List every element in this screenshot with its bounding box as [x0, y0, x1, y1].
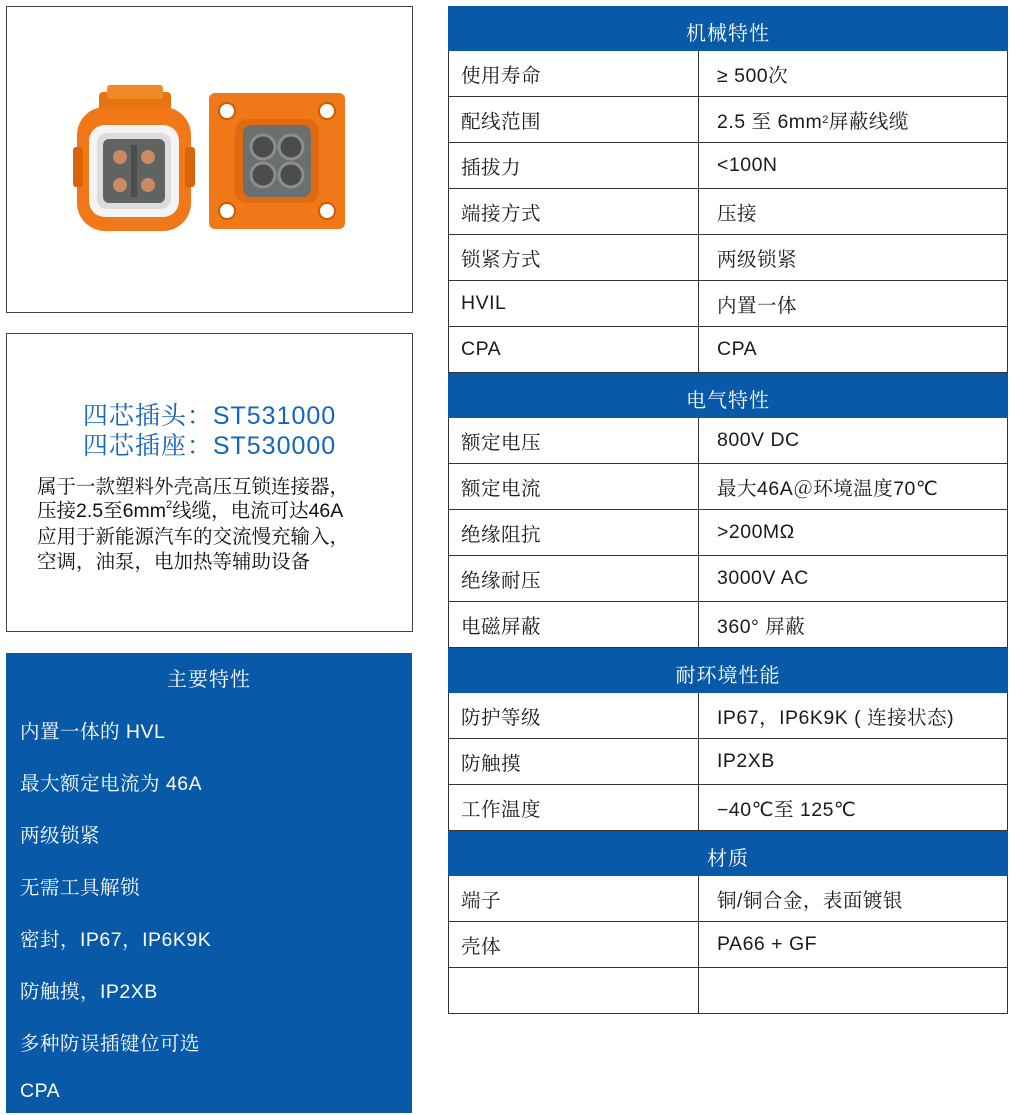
table-row: 绝缘耐压 3000V AC	[448, 556, 1008, 602]
table-row: 电磁屏蔽 360° 屏蔽	[448, 602, 1008, 648]
feature-item: 密封，IP67，IP6K9K	[20, 929, 212, 951]
table-row	[448, 968, 1008, 1014]
table-row: 额定电压 800V DC	[448, 418, 1008, 464]
description-line: 应用于新能源汽车的交流慢充输入，	[37, 526, 350, 548]
table-row: 端接方式 压接	[448, 189, 1008, 235]
table-row: 防触摸 IP2XB	[448, 739, 1008, 785]
feature-item: 防触摸，IP2XB	[20, 981, 158, 1003]
feature-item: 最大额定电流为 46A	[20, 773, 203, 795]
main-features-panel	[6, 653, 412, 1113]
table-row: 绝缘阻抗 >200MΩ	[448, 510, 1008, 556]
section-header-electrical: 电气特性	[448, 373, 1008, 418]
table-row: 防护等级 IP67，IP6K9K ( 连接状态)	[448, 693, 1008, 739]
product-photo-panel	[6, 6, 413, 313]
description-line: 属于一款塑料外壳高压互锁连接器，	[37, 476, 350, 498]
connector-image	[7, 7, 412, 312]
table-row: 使用寿命 ≥ 500次	[448, 51, 1008, 97]
table-row: 工作温度 −40℃至 125℃	[448, 785, 1008, 831]
description-line: 空调，油泵，电加热等辅助设备	[37, 551, 311, 573]
feature-item: CPA	[20, 1080, 61, 1102]
plug-connector-image	[73, 85, 195, 231]
plug-model-number: 四芯插头：ST531000	[82, 402, 337, 430]
section-header-environmental: 耐环境性能	[448, 648, 1008, 693]
feature-item: 无需工具解锁	[20, 877, 141, 899]
section-header-material: 材质	[448, 831, 1008, 876]
table-row: 插拔力 <100N	[448, 143, 1008, 189]
feature-item: 多种防误插键位可选	[20, 1033, 201, 1055]
socket-connector-image	[209, 93, 345, 229]
feature-item: 两级锁紧	[20, 825, 101, 847]
feature-item: 内置一体的 HVL	[20, 721, 166, 743]
table-row: 配线范围 2.5 至 6mm 2 屏蔽线缆	[448, 97, 1008, 143]
table-row: 壳体 PA66 + GF	[448, 922, 1008, 968]
description-line: 压接2.5至$6mm^2$线缆，电流可达46A	[37, 499, 344, 522]
table-row: 额定电流 最大46A＠环境温度70℃	[448, 464, 1008, 510]
table-row: 端子 铜/铜合金，表面镀银	[448, 876, 1008, 922]
table-row: 锁紧方式 两级锁紧	[448, 235, 1008, 281]
spec-table	[448, 6, 1008, 1014]
table-row: CPA CPA	[448, 327, 1008, 373]
socket-model-number: 四芯插座：ST530000	[82, 432, 337, 460]
table-row: HVIL 内置一体	[448, 281, 1008, 327]
product-description-panel	[6, 333, 413, 632]
section-header-mechanical: 机械特性	[448, 6, 1008, 51]
features-title: 主要特性	[167, 669, 251, 691]
superscript: 2	[165, 499, 173, 511]
